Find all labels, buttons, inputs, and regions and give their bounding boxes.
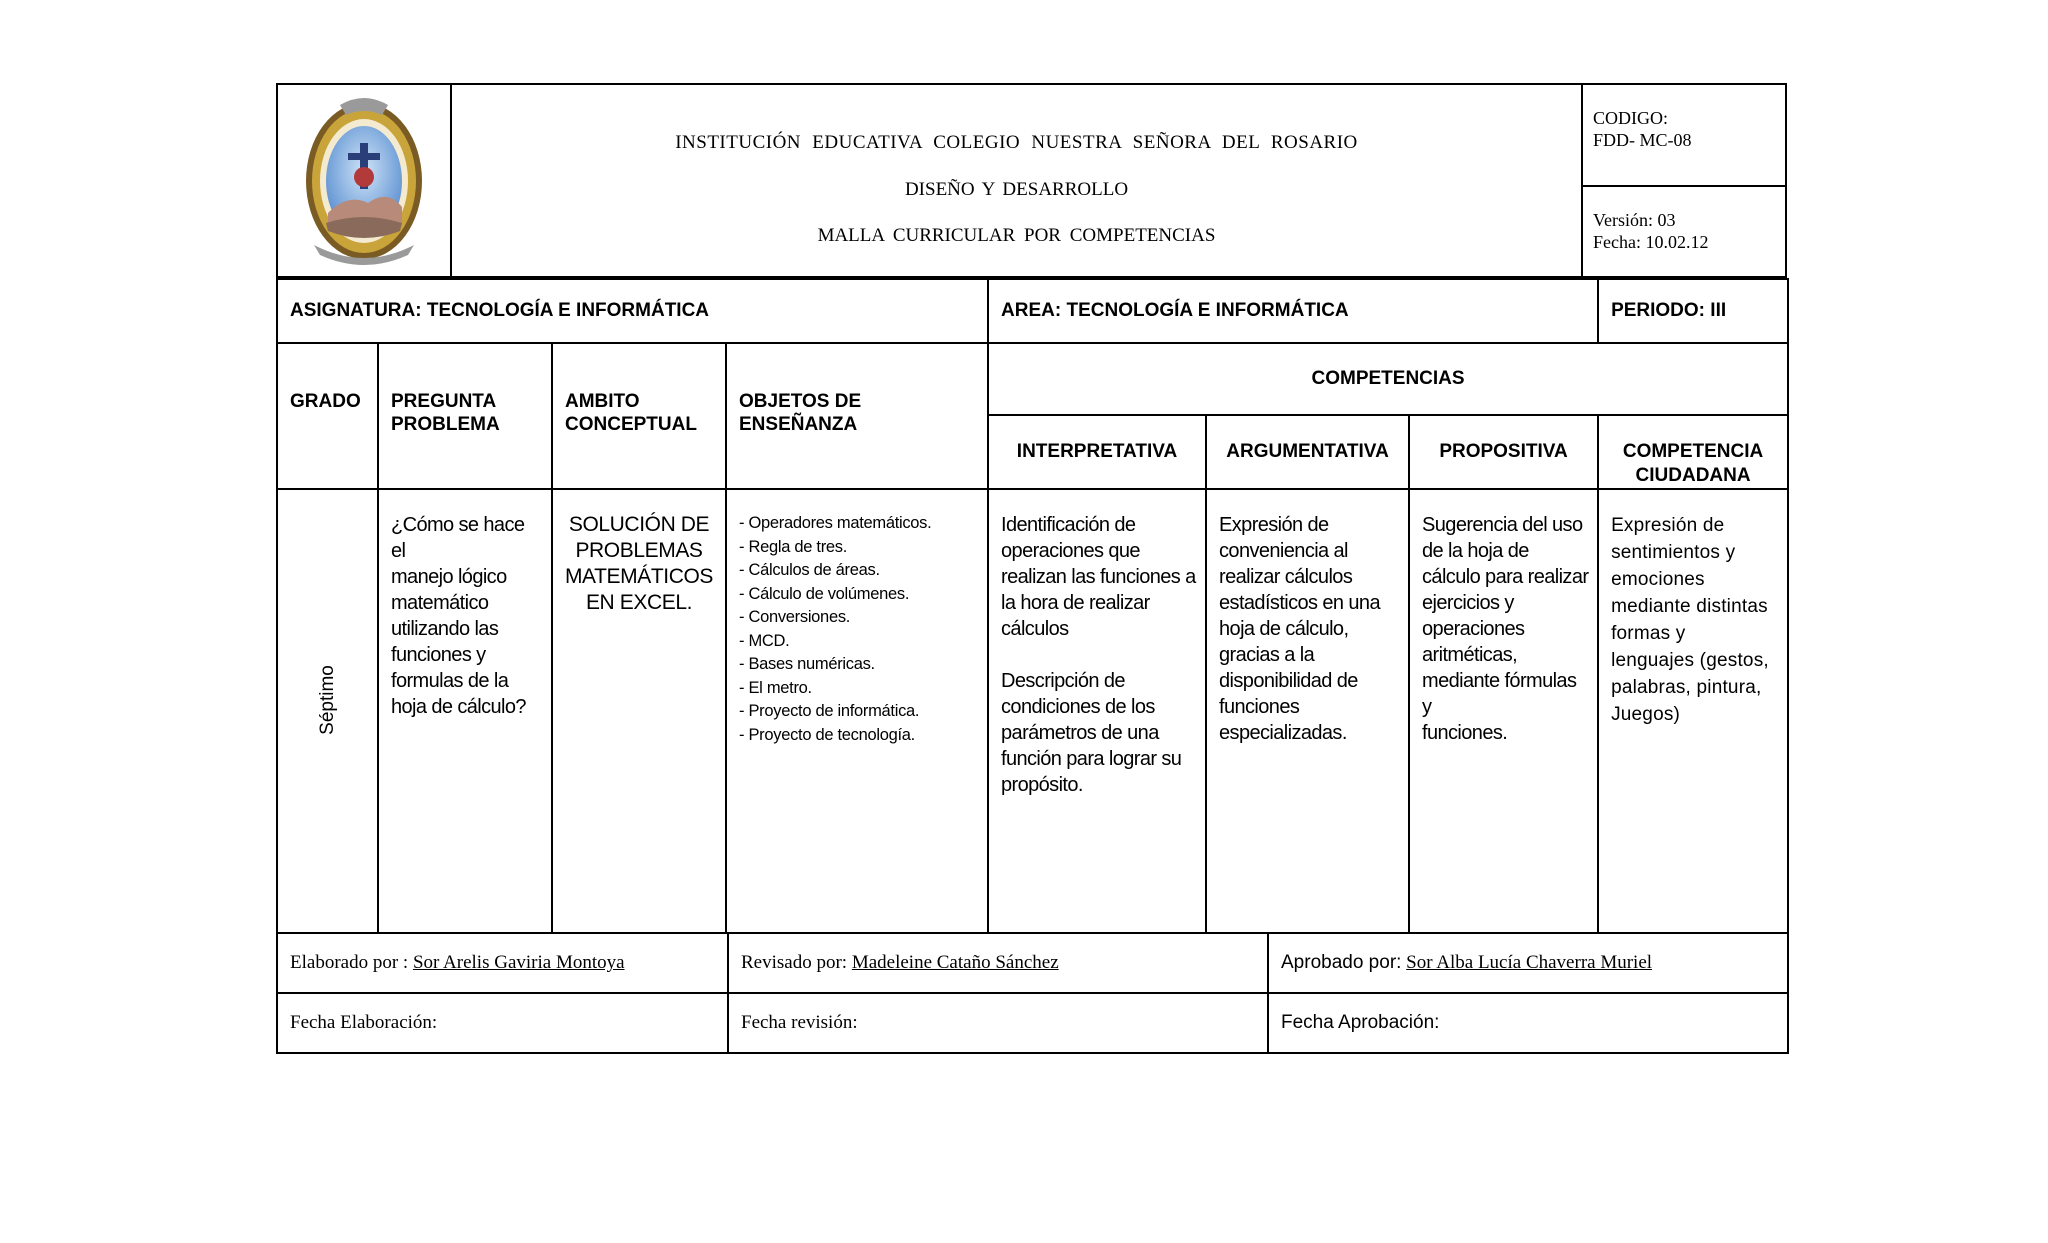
reviewed-by: Revisado por: Madeleine Cataño Sánchez [728,933,1268,993]
area-name: AREA: TECNOLOGÍA E INFORMÁTICA [988,279,1598,343]
list-item: - Conversiones. [739,608,851,626]
code-box [1583,85,1785,187]
scope-cell: SOLUCIÓN DE PROBLEMAS MATEMÁTICOS EN EXCEL. [552,489,726,933]
column-header-ambito: AMBITO CONCEPTUAL [552,343,726,489]
approved-by: Aprobado por: Sor Alba Lucía Chaverra Muriel [1268,933,1788,993]
list-item: - Bases numéricas. [739,655,875,673]
document-title: MALLA CURRICULAR POR COMPETENCIAS [817,225,1216,246]
propositive-cell: Sugerencia del uso de la hoja de cálculo para realizar ejercicios y operaciones aritméticas, mediante fórmulas y funciones. [1409,489,1598,933]
code-label: CODIGO: [1593,108,1668,128]
column-header-ciudadana: COMPETENCIA CIUDADANA [1598,415,1788,489]
approval-date: Fecha Aprobación: [1268,993,1788,1053]
logo-cell [277,84,451,277]
interpretative-cell: Identificación de operaciones que realizan las funciones a la hora de realizar cálculos Descripción de condiciones de los parámetros de una función para lograr su propósito. [988,489,1206,933]
code-value: FDD- MC-08 [1593,130,1692,150]
date-text: Fecha: 10.02.12 [1593,232,1709,252]
version-text: Versión: 03 [1593,210,1676,230]
list-item: - Proyecto de informática. [739,702,920,720]
reviewer-name: Madeleine Cataño Sánchez [851,952,1059,973]
prepared-by: Elaborado por : Sor Arelis Gaviria Montoya [277,933,728,993]
approval-footer [276,932,1789,1054]
list-item: - Cálculos de áreas. [739,561,880,579]
column-header-objetos: OBJETOS DE ENSEÑANZA [726,343,988,489]
list-item: - Regla de tres. [739,537,848,556]
curriculum-grid [276,278,1789,934]
argumentative-cell: Expresión de conveniencia al realizar cálculos estadísticos en una hoja de cálculo, gracias a la disponibilidad de funciones especializadas. [1206,489,1409,933]
teaching-objects-cell [726,489,988,933]
list-item: - Cálculo de volúmenes. [739,584,910,603]
column-header-grado: GRADO [277,343,378,489]
table-row [277,489,1788,933]
column-header-interpretativa: INTERPRETATIVA [988,415,1206,489]
preparation-date: Fecha Elaboración: [277,993,728,1053]
column-header-pregunta: PREGUNTA PROBLEMA [378,343,552,489]
preparer-name: Sor Arelis Gaviria Montoya [412,952,625,973]
question-cell: ¿Cómo se hace el manejo lógico matemático utilizando las funciones y formulas de la hoja de cálculo? [378,489,552,933]
subject-name: ASIGNATURA: TECNOLOGÍA E INFORMÁTICA [277,279,988,343]
approver-name: Sor Alba Lucía Chaverra Muriel [1406,952,1653,973]
list-item: - Operadores matemáticos. [739,514,932,532]
list-item: - MCD. [739,631,790,650]
grade-label: Séptimo [316,665,338,735]
document-subtitle: DISEÑO Y DESARROLLO [904,179,1129,200]
review-date: Fecha revisión: [728,993,1268,1053]
version-box [1583,187,1785,253]
column-header-argumentativa: ARGUMENTATIVA [1206,415,1409,489]
title-cell [451,84,1582,277]
code-cell [1582,84,1786,277]
citizenship-cell: Expresión de sentimientos y emociones mediante distintas formas y lenguajes (gestos, palabras, pintura, Juegos) [1598,489,1788,933]
column-header-propositiva: PROPOSITIVA [1409,415,1598,489]
column-header-competencias: COMPETENCIAS [988,343,1788,415]
curriculum-document [276,83,1787,1054]
school-seal-icon [278,85,450,271]
period-label: PERIODO: III [1598,279,1788,343]
list-item: - Proyecto de tecnología. [739,725,915,744]
grade-cell [277,489,378,933]
institution-name: INSTITUCIÓN EDUCATIVA COLEGIO NUESTRA SEÑORA DEL ROSARIO [675,132,1358,153]
list-item: - El metro. [739,678,812,697]
document-header [276,83,1787,278]
subject-bar [277,279,1788,343]
